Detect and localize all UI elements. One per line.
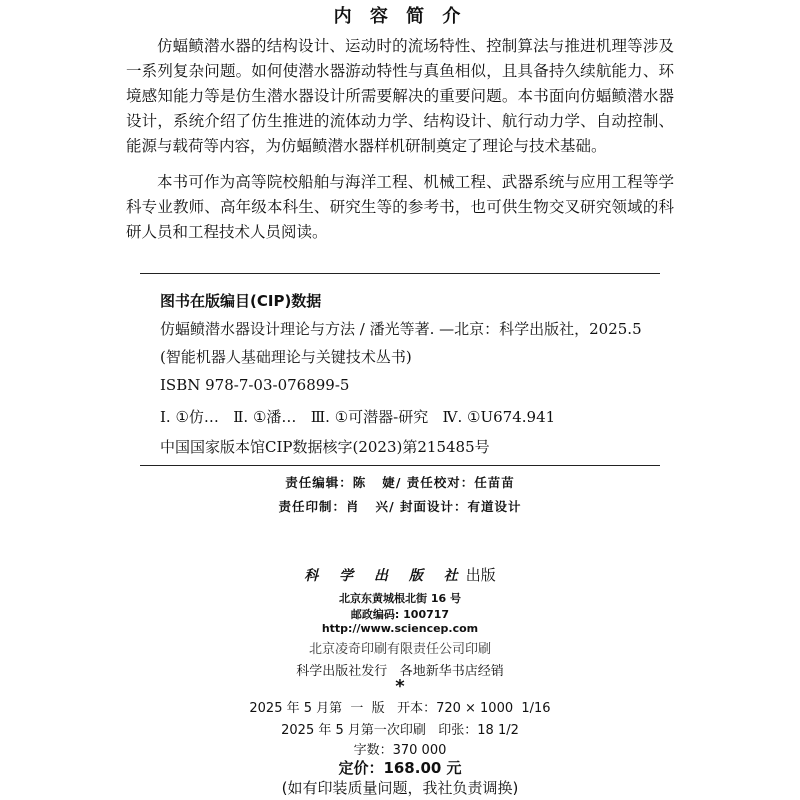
credits-line-2 <box>0 497 800 515</box>
cip-classification-line: Ⅰ. ①仿… Ⅱ. ①潘… Ⅲ. ①可潜器-研究 Ⅳ. ①U674.941 <box>160 408 556 426</box>
intro-title: 内 容 简 介 <box>333 6 467 27</box>
printing-line: 2025 年 5 月第一次印刷 印张：18 1/2 <box>281 723 519 738</box>
edition-line: 2025 年 5 月第 一 版 开本：720 × 1000 1/16 <box>249 701 551 716</box>
price-line: 定价：168.00 元 <box>338 759 462 777</box>
publisher-address: 北京东黄城根北街 16 号 <box>339 592 461 605</box>
publisher-postcode: 邮政编码: 100717 <box>350 608 450 621</box>
proofreader-value: 任苗苗 <box>474 475 515 490</box>
publisher-name: 科 学 出 版 社 <box>304 568 466 584</box>
cip-series-line: (智能机器人基础理论与关键技术丛书) <box>160 348 412 366</box>
print-supervisor-value: 肖 兴 <box>346 499 390 514</box>
cip-top-rule <box>140 273 660 274</box>
credits-line-1 <box>0 473 800 491</box>
cip-heading: 图书在版编目(CIP)数据 <box>160 292 322 310</box>
distribution-line: 科学出版社发行 各地新华书店经销 <box>296 664 504 679</box>
cip-title-line: 仿蝠鲼潜水器设计理论与方法 / 潘光等著. —北京：科学出版社，2025.5 <box>160 320 642 338</box>
cover-designer-value: 有道设计 <box>467 499 522 514</box>
print-supervisor-label: 责任印制： <box>278 499 346 514</box>
cip-isbn-line: ISBN 978-7-03-076899-5 <box>160 376 350 394</box>
editor-value: 陈 婕 <box>352 475 396 490</box>
separator-star: * <box>395 676 405 697</box>
publisher-line <box>0 564 800 585</box>
cover-designer-label: / 封面设计： <box>389 499 468 514</box>
replacement-note: (如有印装质量问题，我社负责调换) <box>281 779 519 797</box>
intro-paragraph-1: 仿蝠鲼潜水器的结构设计、运动时的流场特性、控制算法与推进机理等涉及一系列复杂问题。如何使潜水器游动特性与真鱼相似，且具备持久续航能力、环境感知能力等是仿生潜水器设计所需要解决的重要问题。本书面向仿蝠鲼潜水器设计，系统介绍了仿生推进的流体动力学、结构设计、航行动力学、自动控制、能源与载荷等内容，为仿蝠鲼潜水器样机研制奠定了理论与技术基础。 <box>126 37 674 155</box>
editor-label: 责任编辑： <box>285 475 353 490</box>
publisher-suffix: 出版 <box>465 566 496 584</box>
cip-record-line: 中国国家版本馆CIP数据核字(2023)第215485号 <box>160 438 490 456</box>
publisher-website: http://www.sciencep.com <box>321 622 479 635</box>
cip-bottom-rule <box>140 465 660 466</box>
word-count-line: 字数：370 000 <box>353 743 447 758</box>
proofreader-label: / 责任校对： <box>395 475 475 490</box>
printer-line: 北京凌奇印刷有限责任公司印刷 <box>308 642 491 657</box>
intro-paragraph-2: 本书可作为高等院校船舶与海洋工程、机械工程、武器系统与应用工程等学科专业教师、高年级本科生、研究生等的参考书，也可供生物交叉研究领域的科研人员和工程技术人员阅读。 <box>126 173 674 241</box>
